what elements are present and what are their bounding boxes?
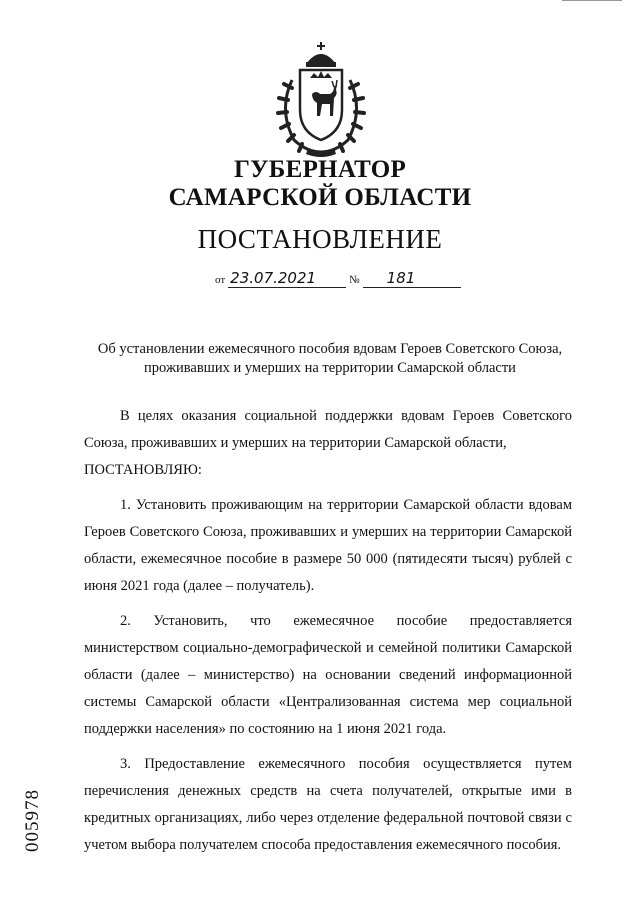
coat-of-arms-icon	[272, 40, 370, 158]
preamble-paragraph: В целях оказания социальной поддержки вдовам Героев Советского Союза, проживавших и умерших на территории Самарской области,	[84, 408, 572, 451]
clause-1: 1. Установить проживающим на территории Самарской области вдовам Героев Советского Союза, проживавших и умерших на территории Самарской области, ежемесячное пособие в размере 50 000 (пятидесяти тысяч) рублей с июня 2021 года (далее – получатель).	[84, 497, 572, 594]
document-type: ПОСТАНОВЛЕНИЕ	[197, 224, 443, 254]
subject-line2: проживавших и умерших на территории Самарской области	[144, 360, 516, 376]
issuer-title-line2: САМАРСКОЙ ОБЛАСТИ	[168, 184, 472, 211]
subject-line1: Об установлении ежемесячного пособия вдовам Героев Советского Союза,	[97, 341, 563, 357]
scan-edge-mark	[562, 0, 622, 1]
resolve-paragraph: ПОСТАНОВЛЯЮ:	[84, 462, 202, 478]
margin-serial-stamp: 005978	[22, 789, 43, 852]
document-body	[84, 403, 572, 859]
document-subject	[60, 340, 600, 378]
date-number-line	[212, 270, 461, 288]
issuer-title-line1: ГУБЕРНАТОР	[233, 156, 407, 183]
handwritten-date: 23.07.2021	[228, 270, 346, 288]
clause-3: 3. Предоставление ежемесячного пособия осуществляется путем перечисления денежных средств на счета получателей, открытые ими в кредитных организациях, либо через отделение федеральной почтовой связи с учетом выбора получателем способа предоставления ежемесячного пособия.	[84, 756, 572, 853]
number-label: №	[349, 274, 360, 286]
date-from-label: от	[215, 274, 226, 286]
handwritten-number: 181	[363, 270, 461, 288]
clause-2: 2. Установить, что ежемесячное пособие предоставляется министерством социально-демографической и семейной политики Самарской области (далее – министерство) на основании сведений информационной системы Самарской области «Централизованная система мер социальной поддержки населения» по состоянию на 1 июня 2021 года.	[84, 613, 572, 737]
